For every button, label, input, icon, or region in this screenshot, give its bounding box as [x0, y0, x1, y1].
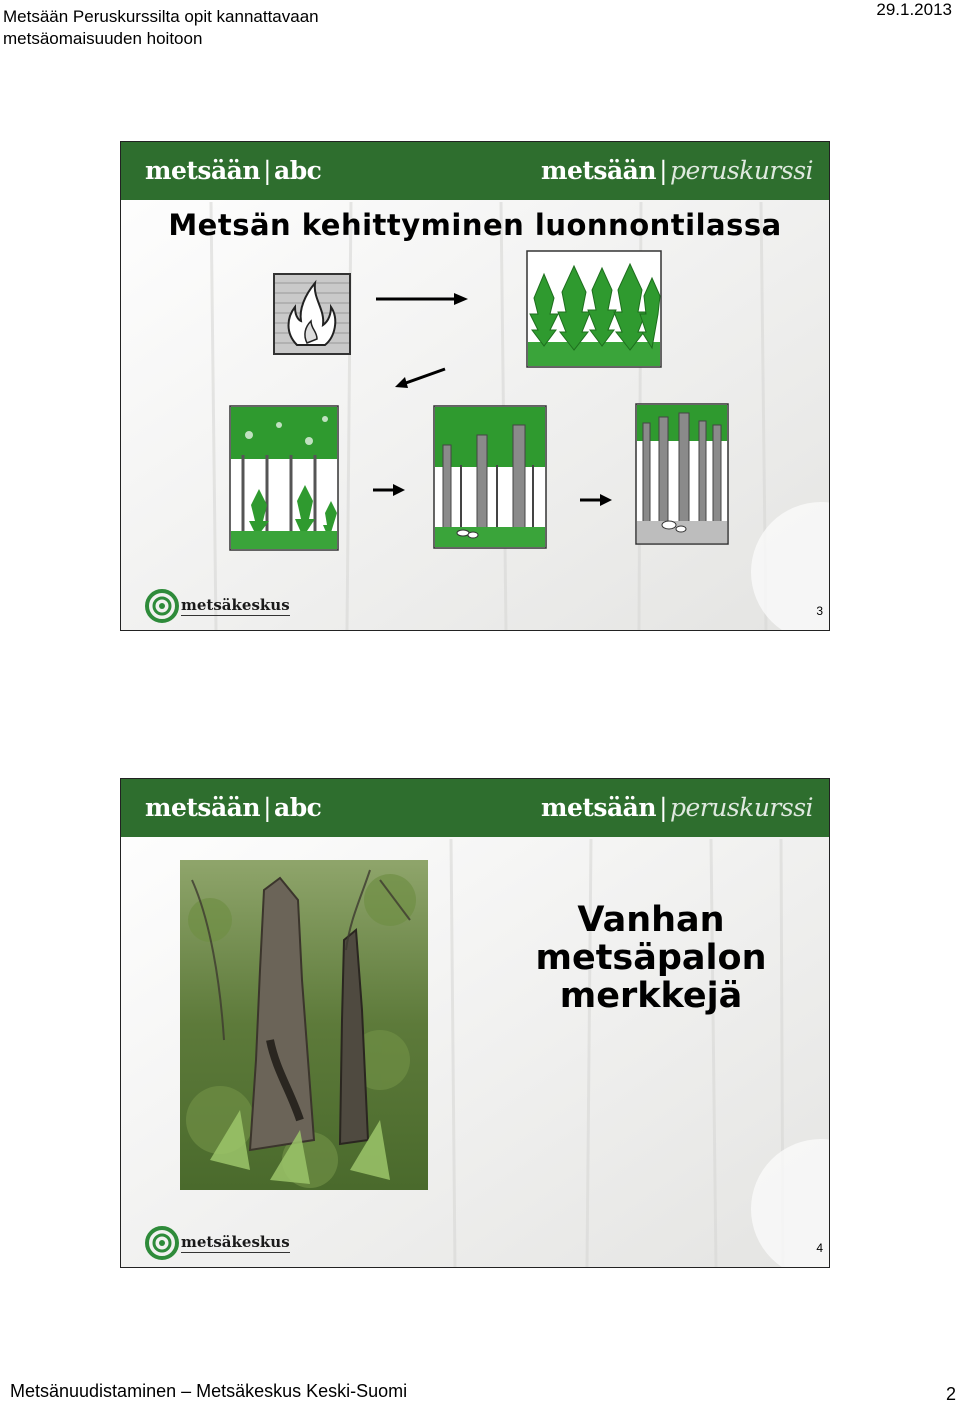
slide-title-line3: merkkejä — [559, 976, 743, 1016]
slide-banner — [121, 142, 829, 200]
slide-title-line2: metsäpalon — [535, 938, 767, 978]
old-forest-illustration — [635, 403, 729, 545]
mature-forest-illustration — [433, 405, 547, 549]
brand-right-suffix: peruskurssi — [670, 156, 814, 185]
brand-left-word: metsään — [145, 793, 261, 822]
header-title-line2: metsäomaisuuden hoitoon — [3, 29, 203, 48]
brand-right-word: metsään — [541, 156, 657, 185]
logo-text: metsäkeskus — [181, 1233, 290, 1251]
metsakeskus-logo-icon — [145, 589, 179, 623]
brand-metsaan-peruskurssi: metsään | peruskurssi — [541, 156, 814, 185]
fire-icon — [273, 273, 351, 355]
mixed-forest-illustration — [229, 405, 339, 551]
brand-metsaan-abc: metsään | abc — [145, 156, 322, 185]
brand-right-word: metsään — [541, 793, 657, 822]
brand-right-suffix: peruskurssi — [670, 793, 814, 822]
footer-text: Metsänuudistaminen – Metsäkeskus Keski-Suomi — [10, 1381, 408, 1401]
header-date: 29.1.2013 — [876, 0, 952, 19]
slide-page-number: 4 — [816, 1241, 823, 1255]
metsakeskus-logo — [145, 1225, 290, 1261]
brand-left-word: metsään — [145, 156, 261, 185]
logo-text: metsäkeskus — [181, 596, 290, 614]
footer-page-number: 2 — [945, 1384, 956, 1404]
slide-page-number: 3 — [816, 604, 823, 618]
slide-title — [521, 901, 781, 1015]
burnt-stump-photo — [180, 860, 428, 1190]
brand-left-suffix: abc — [274, 156, 322, 185]
arrow-right-small-icon — [371, 483, 407, 497]
metsakeskus-logo — [145, 588, 290, 624]
young-forest-illustration — [526, 250, 662, 368]
brand-metsaan-abc: metsään | abc — [145, 793, 322, 822]
arrow-right-small-icon-2 — [578, 493, 614, 507]
brand-metsaan-peruskurssi: metsään | peruskurssi — [541, 793, 814, 822]
arrow-diagonal-icon — [391, 366, 449, 390]
slide-4 — [120, 778, 830, 1268]
slide-title-line1: Vanhan — [577, 900, 725, 940]
document-header-title — [3, 6, 319, 50]
metsakeskus-logo-icon — [145, 1226, 179, 1260]
slide-3 — [120, 141, 830, 631]
slide-banner — [121, 779, 829, 837]
brand-left-suffix: abc — [274, 793, 322, 822]
header-title-line1: Metsään Peruskurssilta opit kannattavaan — [3, 7, 319, 26]
slide-title: Metsän kehittyminen luonnontilassa — [168, 208, 782, 242]
arrow-right-icon — [374, 291, 470, 307]
